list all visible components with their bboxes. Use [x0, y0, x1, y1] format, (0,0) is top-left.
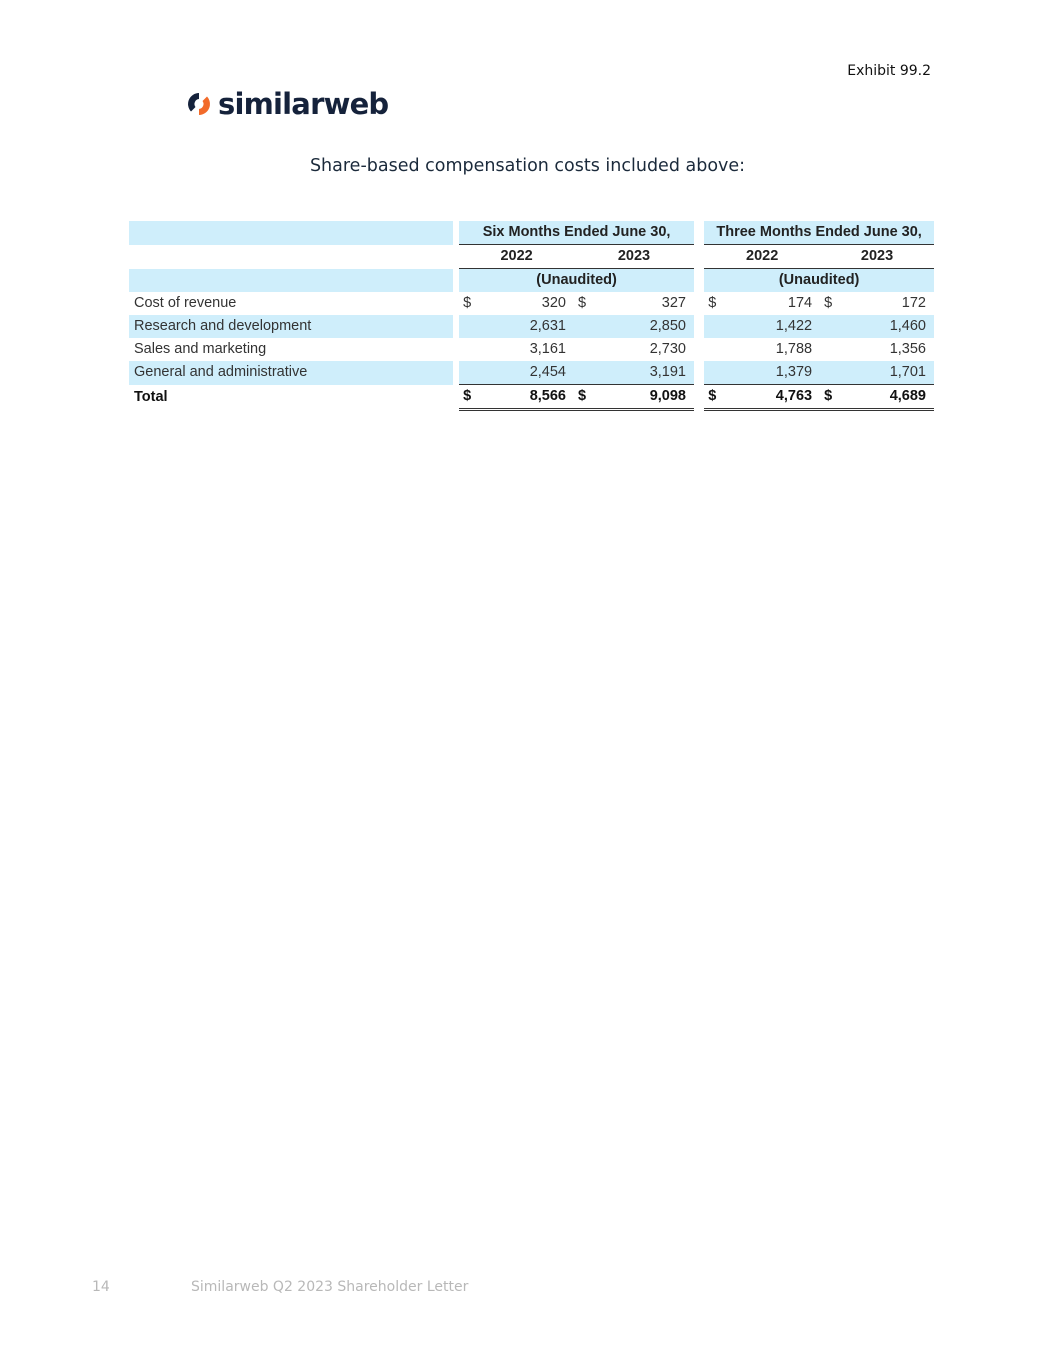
table-header-row-groups: [129, 221, 934, 245]
cell-value: 2,730: [649, 341, 686, 357]
header-three-months: Three Months Ended June 30,: [704, 221, 934, 245]
table-row: [129, 361, 934, 385]
cell-value: 2,850: [601, 315, 694, 338]
row-label: Sales and marketing: [134, 341, 267, 357]
currency-symbol: [704, 315, 731, 338]
currency-symbol: [704, 338, 731, 361]
currency-symbol: $: [820, 385, 847, 410]
header-year: 2022: [459, 245, 574, 269]
table-header-row-unaudited: [129, 269, 934, 293]
table-row: [129, 315, 934, 338]
header-six-months: Six Months Ended June 30,: [459, 221, 694, 245]
header-year: 2023: [820, 245, 934, 269]
cell-value: 3,161: [529, 341, 566, 357]
currency-symbol: $: [577, 295, 587, 311]
currency-symbol: [459, 338, 486, 361]
currency-symbol: [574, 315, 601, 338]
header-unaudited: (Unaudited): [704, 269, 934, 293]
currency-symbol: [574, 338, 601, 361]
currency-symbol: [820, 338, 847, 361]
row-label: Cost of revenue: [134, 295, 237, 311]
currency-symbol: [704, 361, 731, 385]
similarweb-logo: [186, 84, 388, 124]
cell-value: 327: [661, 295, 686, 311]
total-value: 4,763: [731, 385, 820, 410]
currency-symbol: $: [459, 385, 486, 410]
currency-symbol: $: [824, 295, 833, 311]
total-value: 8,566: [486, 385, 574, 410]
header-year: 2022: [704, 245, 820, 269]
currency-symbol: [820, 315, 847, 338]
cell-value: 1,701: [847, 361, 934, 385]
currency-symbol: [574, 361, 601, 385]
total-label: Total: [134, 388, 168, 405]
header-blank: [129, 221, 453, 245]
currency-symbol: $: [463, 295, 472, 311]
cell-value: 1,460: [847, 315, 934, 338]
cell-value: 1,422: [731, 315, 820, 338]
cell-value: 2,631: [486, 315, 574, 338]
table-row: [129, 292, 934, 315]
row-label: Research and development: [129, 315, 453, 338]
row-label: General and administrative: [129, 361, 453, 385]
header-unaudited: (Unaudited): [459, 269, 694, 293]
table-total-row: [129, 385, 934, 410]
cell-value: 3,191: [601, 361, 694, 385]
currency-symbol: [820, 361, 847, 385]
exhibit-label: Exhibit 99.2: [847, 63, 931, 79]
total-value: 9,098: [601, 385, 694, 410]
table-row: [129, 338, 934, 361]
cell-value: 320: [541, 295, 566, 311]
table-header-row-years: [129, 245, 934, 269]
cell-value: 2,454: [486, 361, 574, 385]
cell-value: 1,379: [731, 361, 820, 385]
currency-symbol: $: [574, 385, 601, 410]
share-based-compensation-table: [129, 221, 934, 411]
cell-value: 174: [787, 295, 813, 311]
footer-text: Similarweb Q2 2023 Shareholder Letter: [191, 1279, 469, 1295]
currency-symbol: $: [708, 295, 717, 311]
currency-symbol: [459, 315, 486, 338]
currency-symbol: $: [704, 385, 731, 410]
cell-value: 1,788: [775, 341, 813, 357]
similarweb-logo-icon: [186, 91, 212, 117]
total-value: 4,689: [847, 385, 934, 410]
currency-symbol: [459, 361, 486, 385]
section-subtitle: Share-based compensation costs included above:: [309, 156, 746, 176]
logo-wordmark: similarweb: [218, 87, 389, 121]
header-year: 2023: [574, 245, 694, 269]
cell-value: 172: [901, 295, 926, 311]
cell-value: 1,356: [889, 341, 926, 357]
page-number: 14: [92, 1279, 110, 1295]
